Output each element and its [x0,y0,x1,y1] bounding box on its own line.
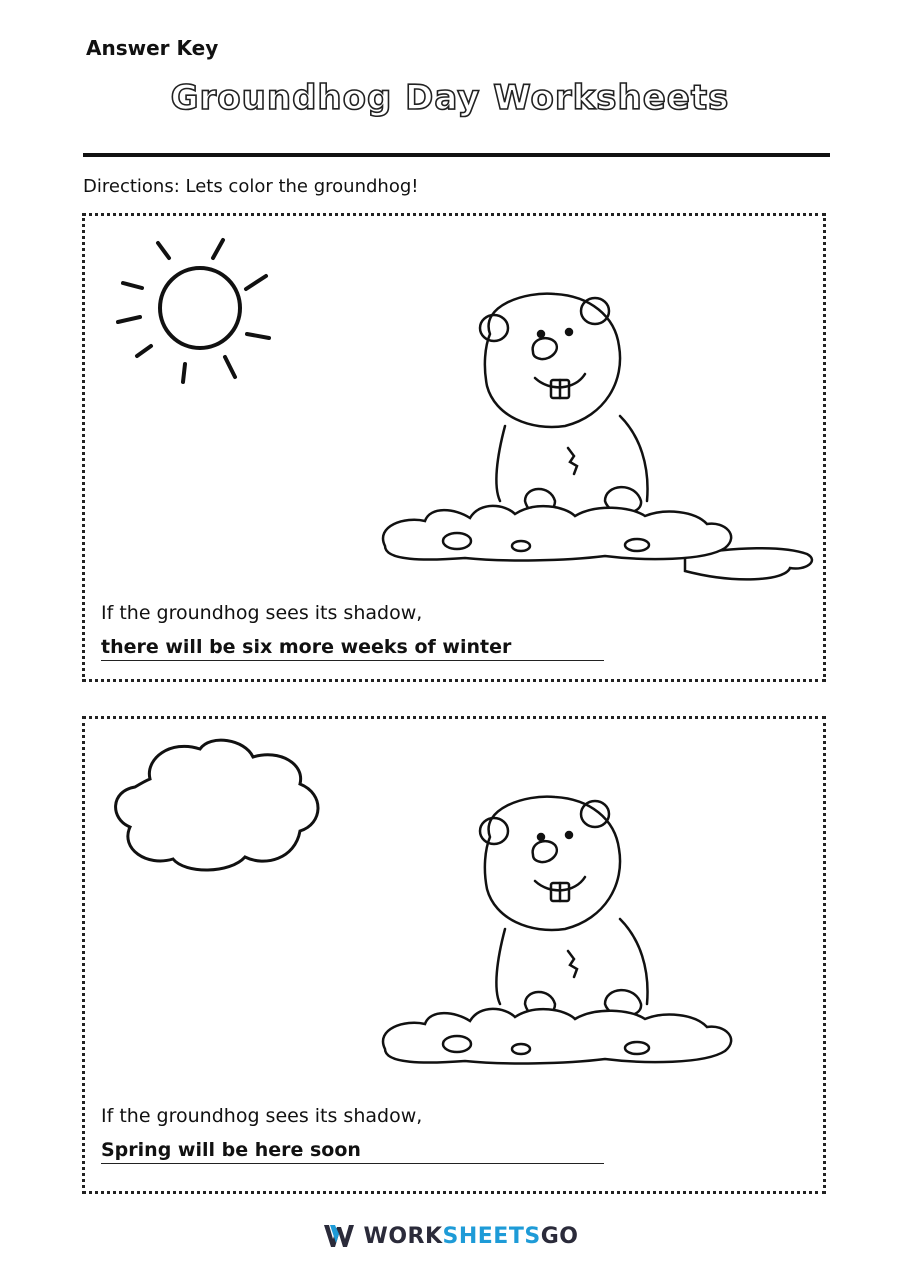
brand-go: GO [540,1223,579,1249]
answer-line: there will be six more weeks of winter [101,636,604,661]
worksheet-panel-sunny [82,213,826,682]
answer-key-label: Answer Key [86,36,219,60]
cloud-icon [116,740,318,870]
worksheetsgo-logo [322,1222,579,1250]
shadow-prompt: If the groundhog sees its shadow, [101,1105,423,1127]
sun-icon [118,240,269,382]
worksheet-panel-cloudy [82,716,826,1194]
page-title: Groundhog Day Worksheets [170,78,730,118]
answer-line: Spring will be here soon [101,1139,604,1164]
dirt-mound [383,1009,731,1064]
groundhog-illustration [480,797,648,1018]
brand-sheets: SHEETS [442,1223,541,1249]
w-logo-icon [322,1222,356,1250]
footer [0,1222,900,1254]
brand-work: WORK [363,1223,443,1249]
groundhog-illustration [480,294,648,515]
shadow-prompt: If the groundhog sees its shadow, [101,602,423,624]
title-divider [83,153,830,157]
directions-text: Directions: Lets color the groundhog! [83,176,419,197]
dirt-mound [383,506,731,561]
